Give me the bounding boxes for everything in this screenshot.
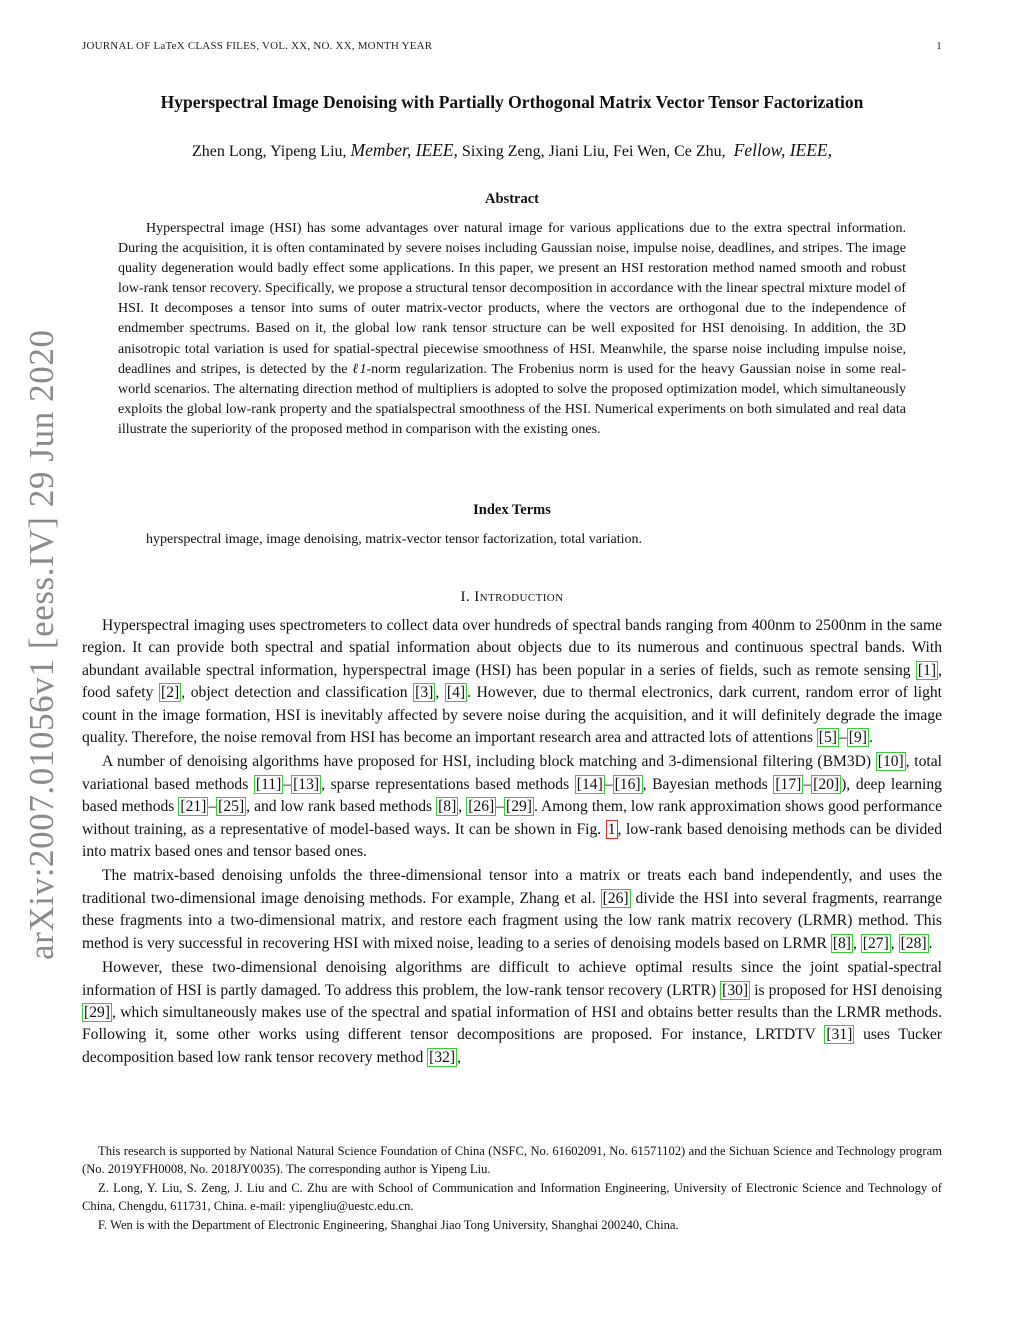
text: The matrix-based denoising unfolds the three-dimensional tensor into a matrix or treats each band independently, and uses the traditional two-dimensional image denoising methods. For example, Zhang et al.	[82, 867, 942, 907]
arxiv-identifier: arXiv:2007.01056v1 [eess.IV] 29 Jun 2020	[22, 329, 61, 960]
text: uses Tucker decomposition based low rank tensor recovery method	[82, 1026, 942, 1066]
index-terms-text: hyperspectral image, image denoising, matrix-vector tensor factorization, total variation.	[146, 532, 643, 547]
text: is proposed for HSI denoising	[750, 981, 942, 999]
member-title: Member, IEEE,	[350, 140, 458, 160]
footnote-affiliation-sjtu: F. Wen is with the Department of Electronic Engineering, Shanghai Jiao Tong University, Shanghai 200240, China.	[98, 1218, 679, 1233]
text: –	[838, 729, 847, 747]
citation-link[interactable]: [8]	[832, 934, 851, 952]
citation-link[interactable]: [1]	[917, 661, 937, 679]
citation-link[interactable]: [8]	[438, 798, 457, 816]
citation-link[interactable]: [31]	[826, 1026, 853, 1044]
citation-link[interactable]: [16]	[614, 775, 641, 793]
citation-link[interactable]: [11]	[255, 775, 282, 793]
l1-norm-symbol: ℓ1	[352, 361, 367, 377]
text: , object detection and classification	[181, 684, 414, 702]
authors-part2: Sixing Zeng, Jiani Liu, Fei Wen, Ce Zhu,	[461, 143, 726, 160]
text: –	[803, 775, 812, 793]
author-list	[60, 140, 964, 161]
section-title: Introduction	[474, 589, 564, 605]
text: –	[496, 798, 504, 816]
citation-link[interactable]: [9]	[848, 729, 867, 747]
figure-link[interactable]: 1	[607, 820, 616, 838]
text: , and low rank based methods	[246, 798, 437, 816]
text: However, these two-dimensional denoising algorithms are difficult to achieve optimal results since the joint spatial-spectral information of HSI is partly damaged. To address this problem, the low-rank tensor recovery (LRTR)	[82, 959, 942, 999]
section-number: I.	[460, 589, 471, 605]
footnote-affiliation-uestc: Z. Long, Y. Liu, S. Zeng, J. Liu and C. Zhu are with School of Communication and Information Engineering, University of Electronic Science and Technology of China, Chengdu, 611731, China. e-mail: yipengliu@uestc.edu.cn.	[82, 1181, 942, 1213]
citation-link[interactable]: [32]	[429, 1048, 456, 1066]
text: , sparse representations based methods	[321, 775, 575, 793]
abstract-text-2: -norm regularization. The Frobenius norm is used for the heavy Gaussian noise in some real-world scenarios. The alternating direction method of multipliers is adopted to solve the proposed optimization model, which simultaneously exploits the global low-rank property and the spatialspectral smoothness of the HSI. Numerical experiments on both simulated and real data illustrate the superiority of the proposed method in comparison with the existing ones.	[118, 361, 906, 437]
paragraph-1	[82, 615, 942, 749]
text: ,	[458, 798, 467, 816]
section-heading	[0, 589, 1024, 606]
text: divide the HSI into several fragments, rearrange these fragments into a two-dimensional matrix, and restore each fragment using the low rank matrix recovery (LRMR) method. This method is very successful in recovering HSI with mixed noise, leading to a series of denoising models based on LRMR	[82, 889, 942, 952]
text: . However, due to thermal electronics, dark current, random error of light count in the image formation, HSI is inevitably affected by severe noise during the acquisition, and it will definitely degrade the image quality. Therefore, the noise removal from HSI has become an important research area and attracted lots of attentions	[82, 684, 943, 747]
citation-link[interactable]: [27]	[862, 934, 889, 952]
text: , food safety	[82, 661, 942, 702]
citation-link[interactable]: [3]	[415, 684, 434, 702]
introduction-body	[82, 615, 942, 1071]
text: .	[928, 934, 933, 952]
citation-link[interactable]: [20]	[813, 775, 840, 793]
abstract-text-1: Hyperspectral image (HSI) has some advantages over natural image for various applications due to the extra spectral information. During the acquisition, it is often contaminated by severe noises including Gaussian noise, impulse noise, deadlines, and stripes. The image quality degeneration would badly effect some applications. In this paper, we present an HSI restoration method named smooth and robust low-rank tensor recovery. Specifically, we propose a structural tensor decomposition in accordance with the linear spectral mixture model of HSI. It decomposes a tensor into sums of outer matrix-vector products, where the vectors are orthogonal due to the independence of endmember spectrums. Based on it, the global low rank tensor structure can be well exposited for HSI denoising. In addition, the 3D anisotropic total variation is used for spatial-spectral piecewise smoothness of HSI. Meanwhile, the sparse noise including impulse noise, deadlines and stripes, is detected by the	[118, 221, 906, 377]
text: , low-rank based denoising methods can be divided into matrix based ones and tensor based ones.	[82, 820, 942, 861]
text: ,	[853, 934, 861, 952]
index-terms-heading: Index Terms	[473, 502, 551, 518]
paragraph-3	[82, 865, 942, 955]
citation-link[interactable]: [2]	[161, 684, 180, 702]
text: –	[283, 775, 292, 793]
citation-link[interactable]: [29]	[506, 798, 532, 816]
fellow-title: Fellow, IEEE,	[733, 140, 832, 160]
text: ), deep learning based methods	[82, 775, 942, 816]
text: ,	[890, 934, 899, 952]
paper-title: Hyperspectral Image Denoising with Partially Orthogonal Matrix Vector Tensor Factorization	[160, 92, 864, 112]
text: .	[868, 729, 873, 747]
abstract-text	[118, 219, 906, 440]
journal-header	[82, 40, 432, 52]
footnote-funding: This research is supported by National Natural Science Foundation of China (NSFC, No. 61602091, No. 61571102) and the Sichuan Science and Technology program (No. 2019YFH0008, No. 2018JY0035). The corresponding author is Yipeng Liu.	[82, 1144, 942, 1176]
citation-link[interactable]: [29]	[84, 1003, 110, 1021]
page-number: 1	[936, 40, 942, 52]
footnotes	[82, 1143, 942, 1237]
text: ,	[457, 1048, 462, 1066]
citation-link[interactable]: [5]	[818, 729, 837, 747]
text: –	[604, 775, 613, 793]
citation-link[interactable]: [30]	[722, 981, 749, 999]
citation-link[interactable]: [25]	[218, 798, 245, 816]
citation-link[interactable]: [26]	[602, 889, 629, 907]
citation-link[interactable]: [28]	[900, 934, 927, 952]
citation-link[interactable]: [13]	[293, 775, 320, 793]
journal-prefix: JOURNAL OF	[82, 40, 151, 52]
paragraph-4	[82, 957, 942, 1069]
text: –	[208, 798, 217, 816]
citation-link[interactable]: [10]	[877, 753, 904, 771]
text: . Among them, low rank approximation shows good performance without training, as a representative of model-based ways. It can be shown in Fig.	[82, 798, 943, 838]
latex-logo: LaTeX	[153, 40, 185, 52]
citation-link[interactable]: [14]	[576, 775, 603, 793]
citation-link[interactable]: [4]	[446, 684, 466, 702]
citation-link[interactable]: [17]	[775, 775, 802, 793]
text: ,	[435, 684, 445, 702]
text: Hyperspectral imaging uses spectrometers to collect data over hundreds of spectral bands ranging from 400nm to 2500nm in the same region. It can provide both spectral and spatial information about objects due to its numerous and continuous spectral bands. With abundant available spectral information, hyperspectral image (HSI) has been popular in a series of fields, such as remote sensing	[82, 617, 942, 679]
text: , total variational based methods	[82, 753, 942, 793]
citation-link[interactable]: [26]	[468, 798, 495, 816]
journal-suffix: CLASS FILES, VOL. XX, NO. XX, MONTH YEAR	[187, 40, 433, 52]
text: , which simultaneously makes use of the spectral and spatial information of HSI and obtains better results than the LRMR methods. Following it, some other works using different tensor decompositions are proposed. For instance, LRTDTV	[82, 1003, 942, 1044]
text: A number of denoising algorithms have proposed for HSI, including block matching and 3-dimensional filtering (BM3D)	[102, 753, 876, 771]
text: , Bayesian methods	[642, 775, 774, 793]
authors-part1: Zhen Long, Yipeng Liu,	[192, 143, 347, 160]
citation-link[interactable]: [21]	[180, 798, 207, 816]
abstract-heading: Abstract	[485, 191, 539, 207]
paragraph-2	[82, 751, 942, 863]
